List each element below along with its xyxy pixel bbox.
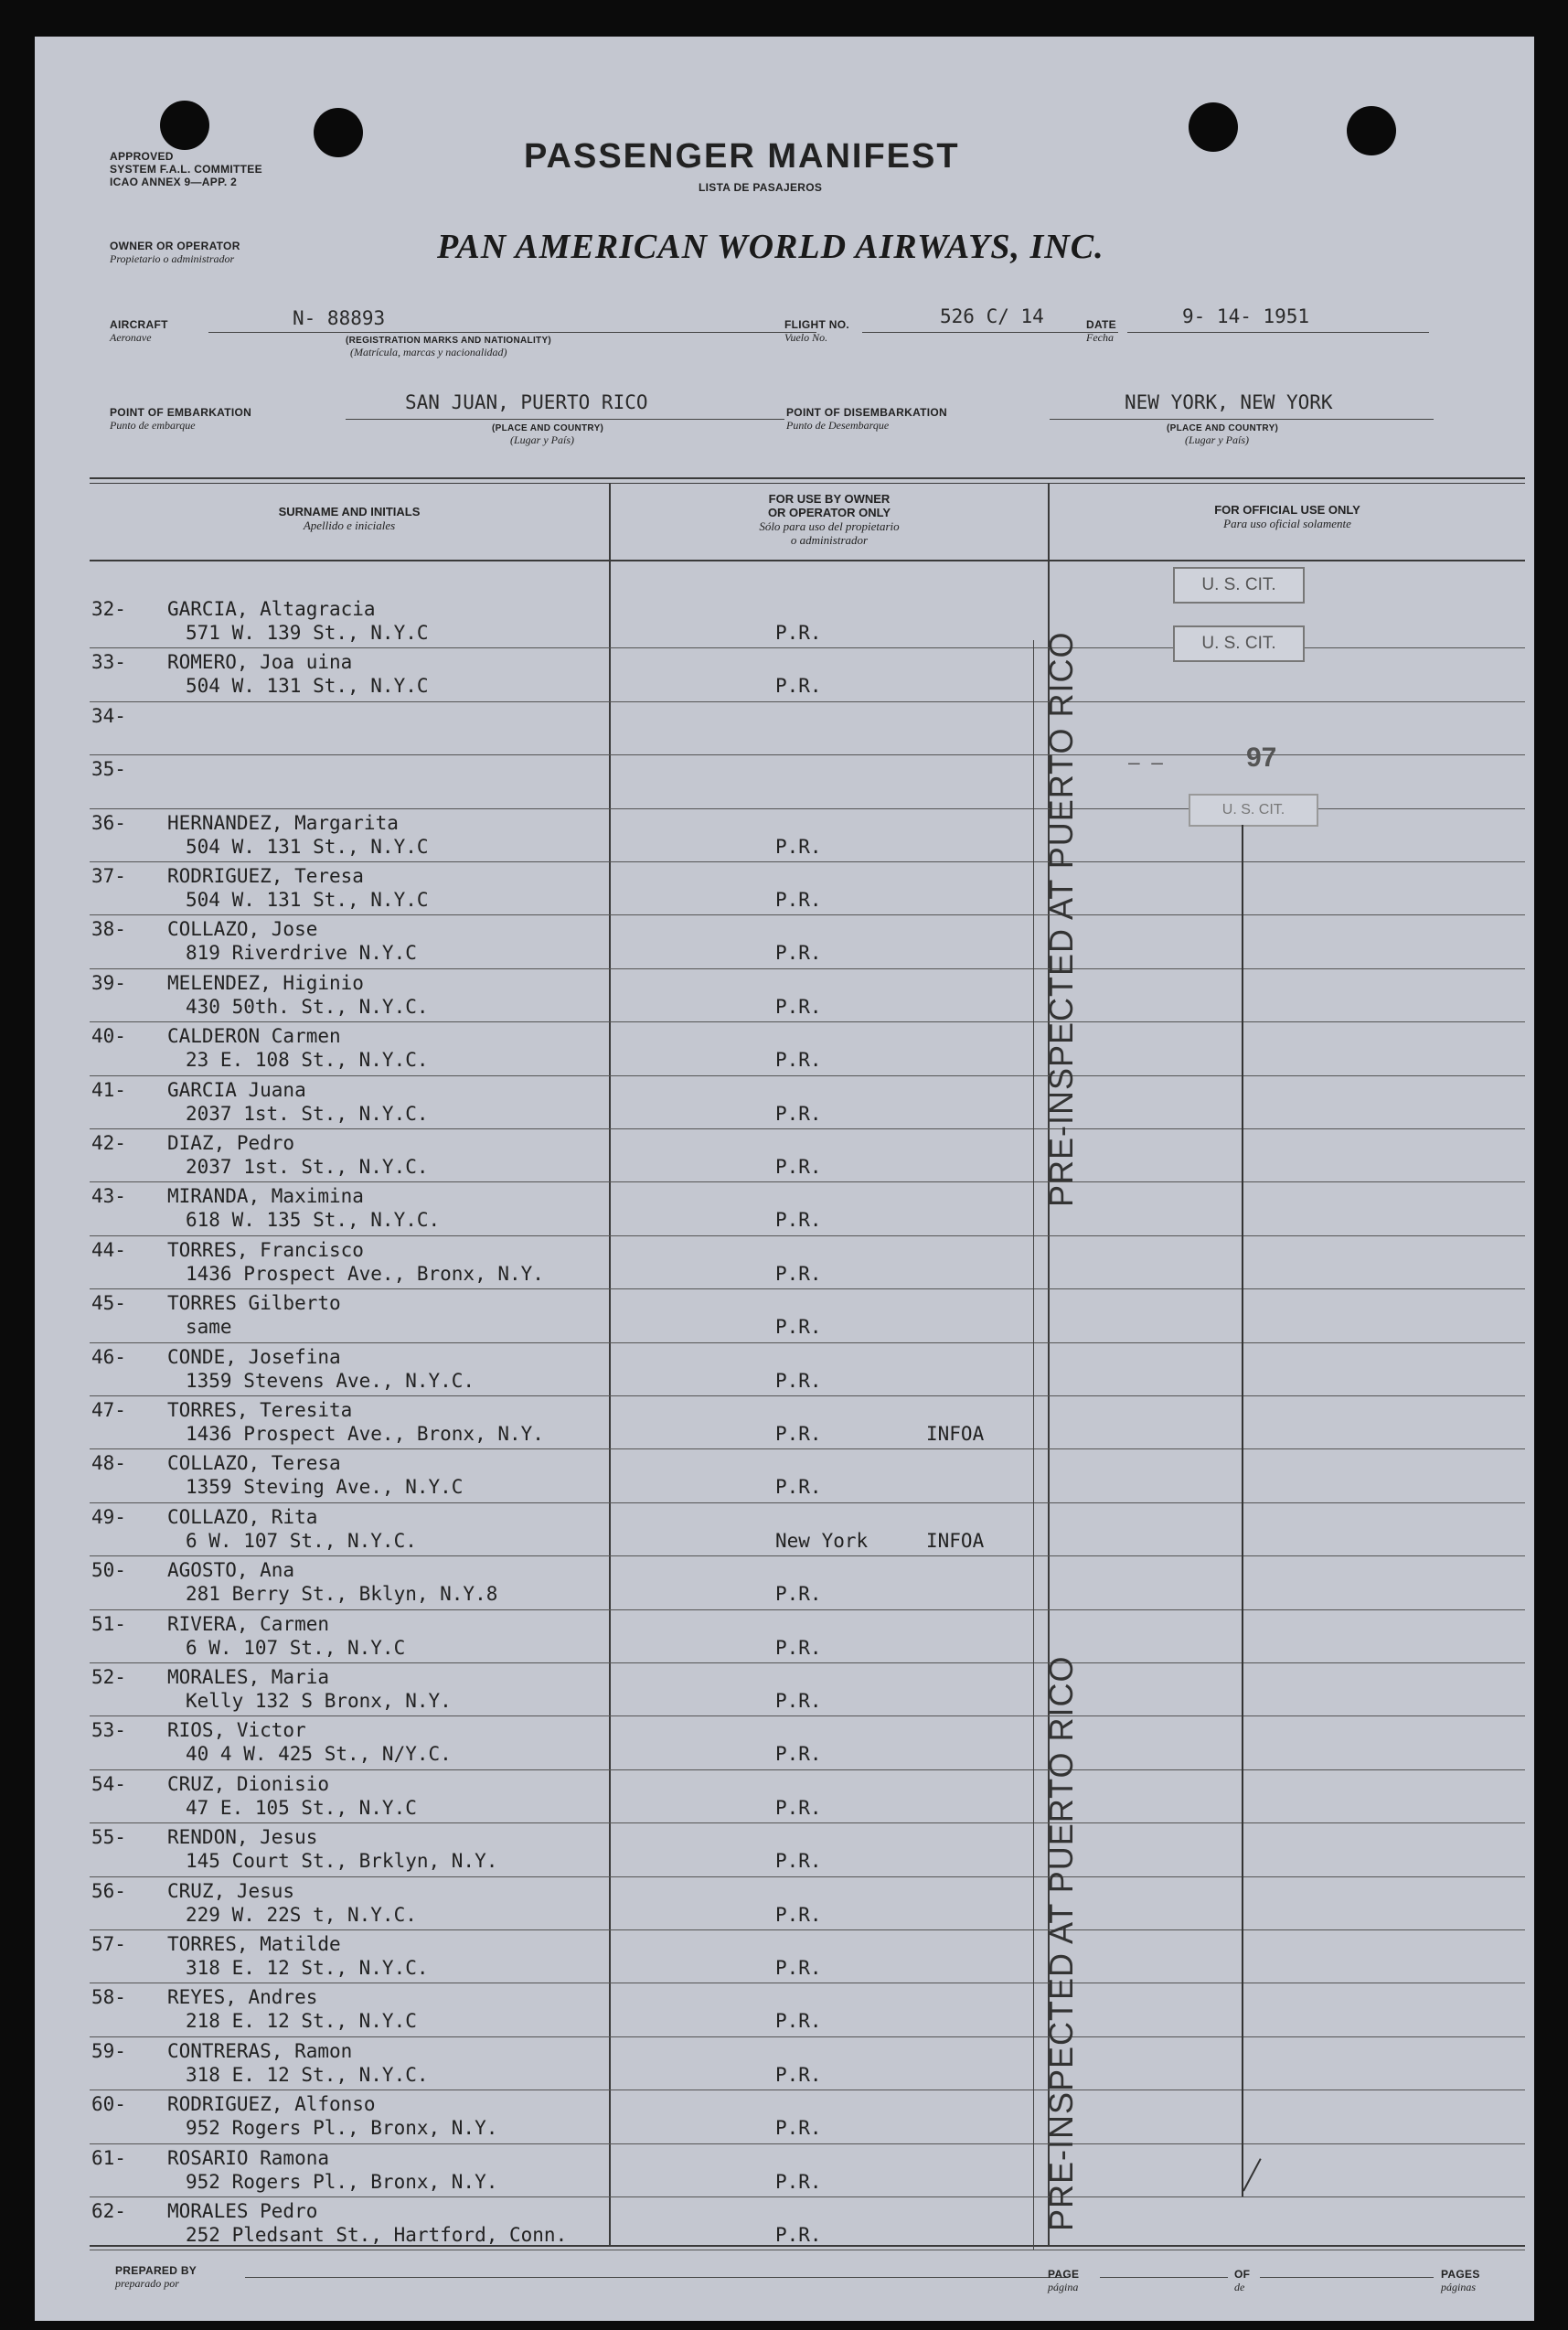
us-cit-stamp: U. S. CIT. (1173, 567, 1305, 604)
table-row (35, 1397, 1534, 1450)
table-row (35, 970, 1534, 1023)
table-row (35, 1611, 1534, 1664)
prepared-label-es: preparado por (115, 2277, 179, 2290)
table-row (35, 916, 1534, 969)
row-rule (90, 1181, 1525, 1182)
nationality-mark: P.R. (775, 2117, 822, 2140)
passenger-name: TORRES, Teresita (167, 1399, 353, 1421)
table-row (35, 1984, 1534, 2037)
passenger-address: 504 W. 131 St., N.Y.C (186, 675, 429, 698)
nationality-mark: P.R. (775, 1423, 822, 1445)
passenger-name: CALDERON Carmen (167, 1025, 341, 1048)
row-number: 59- (91, 2039, 126, 2062)
prepared-underline (245, 2277, 1068, 2278)
passenger-address: 504 W. 131 St., N.Y.C (186, 889, 429, 911)
passenger-name: DIAZ, Pedro (167, 1132, 295, 1154)
row-number: 32- (91, 598, 126, 620)
passenger-name: RENDON, Jesus (167, 1826, 318, 1849)
nationality-mark: P.R. (775, 675, 822, 698)
passenger-name: AGOSTO, Ana (167, 1559, 295, 1582)
passenger-address: 145 Court St., Brklyn, N.Y. (186, 1850, 498, 1873)
table-top-rule (90, 477, 1525, 479)
date-underline (1127, 332, 1429, 333)
passenger-address: 819 Riverdrive N.Y.C (186, 942, 417, 965)
table-row (35, 1771, 1534, 1824)
passenger-address: 40 4 W. 425 St., N/Y.C. (186, 1743, 452, 1766)
nationality-mark: P.R. (775, 889, 822, 911)
place-note-es: (Lugar y País) (510, 433, 574, 446)
manifest-page (35, 37, 1534, 2321)
approval-line: ICAO ANNEX 9—APP. 2 (110, 176, 238, 188)
passenger-address: 318 E. 12 St., N.Y.C. (186, 2063, 429, 2086)
disembark-underline (1050, 419, 1434, 420)
row-number: 41- (91, 1078, 126, 1101)
passenger-name: ROMERO, Joa uina (167, 651, 353, 674)
owner-label-es: Propietario o administrador (110, 252, 235, 265)
passenger-address: 430 50th. St., N.Y.C. (186, 995, 429, 1018)
table-row (35, 1130, 1534, 1183)
flight-label-es: Vuelo No. (784, 331, 828, 344)
passenger-name: COLLAZO, Jose (167, 918, 318, 941)
disembark-label-es: Punto de Desembarque (786, 419, 890, 432)
nationality-mark: P.R. (775, 1583, 822, 1606)
passenger-name: GARCIA Juana (167, 1078, 306, 1101)
pre-inspected-stamp: PRE-INSPECTED AT PUERTO RICO (1042, 631, 1080, 1207)
row-number: 51- (91, 1612, 126, 1635)
place-note: (PLACE AND COUNTRY) (1167, 423, 1279, 433)
table-row (35, 1557, 1534, 1610)
nationality-mark: P.R. (775, 942, 822, 965)
nationality-mark: P.R. (775, 1476, 822, 1499)
passenger-address: 6 W. 107 St., N.Y.C. (186, 1529, 417, 1552)
table-row (35, 703, 1534, 756)
passenger-address: 952 Rogers Pl., Bronx, N.Y. (186, 2170, 498, 2193)
passenger-address: 571 W. 139 St., N.Y.C (186, 622, 429, 644)
table-row (35, 2198, 1534, 2251)
passenger-name: TORRES, Francisco (167, 1238, 364, 1261)
row-number: 43- (91, 1185, 126, 1208)
row-rule (90, 701, 1525, 702)
passenger-address: 1359 Steving Ave., N.Y.C (186, 1476, 464, 1499)
row-number: 39- (91, 971, 126, 994)
passenger-name: COLLAZO, Teresa (167, 1452, 341, 1475)
nationality-mark: P.R. (775, 1743, 822, 1766)
row-number: 45- (91, 1292, 126, 1315)
col-head-surname: SURNAME AND INITIALS Apellido e iniciales (278, 505, 421, 532)
embark-value: SAN JUAN, PUERTO RICO (405, 391, 648, 413)
row-rule (90, 1502, 1525, 1503)
row-note: INFOA (926, 1423, 985, 1445)
row-number: 36- (91, 811, 126, 834)
table-row (35, 1931, 1534, 1984)
table-row (35, 1023, 1534, 1076)
row-rule (90, 1715, 1525, 1716)
row-rule (90, 1342, 1525, 1343)
row-number: 34- (91, 704, 126, 727)
nationality-mark: P.R. (775, 1690, 822, 1712)
date-label-es: Fecha (1086, 331, 1114, 344)
place-note: (PLACE AND COUNTRY) (492, 423, 604, 433)
passenger-name: RODRIGUEZ, Teresa (167, 865, 364, 887)
of-label-es: de (1234, 2281, 1245, 2293)
table-row (35, 1183, 1534, 1236)
pages-label: PAGES (1441, 2268, 1480, 2281)
passenger-name: REYES, Andres (167, 1986, 318, 2009)
passenger-address: 2037 1st. St., N.Y.C. (186, 1102, 429, 1125)
embark-label: POINT OF EMBARKATION (110, 406, 252, 419)
aircraft-value: N- 88893 (293, 307, 386, 329)
table-top-rule (90, 483, 1525, 484)
of-underline (1260, 2277, 1434, 2278)
nationality-mark: P.R. (775, 2224, 822, 2246)
row-number: 53- (91, 1719, 126, 1742)
passenger-name: RIOS, Victor (167, 1719, 306, 1742)
row-rule (90, 1021, 1525, 1022)
passenger-address: 1436 Prospect Ave., Bronx, N.Y. (186, 1423, 544, 1445)
row-rule (90, 2196, 1525, 2197)
row-number: 35- (91, 758, 126, 781)
row-rule (90, 1235, 1525, 1236)
passenger-name: TORRES Gilberto (167, 1292, 341, 1315)
row-rule (90, 1929, 1525, 1930)
nationality-mark: P.R. (775, 1156, 822, 1178)
tally-line (1242, 825, 1243, 2196)
row-rule (90, 1128, 1525, 1129)
nationality-mark: P.R. (775, 622, 822, 644)
passenger-name: MORALES Pedro (167, 2200, 318, 2222)
table-row (35, 1290, 1534, 1343)
nationality-mark: P.R. (775, 1209, 822, 1232)
row-number: 61- (91, 2146, 126, 2169)
punch-hole (1347, 106, 1396, 155)
table-row (35, 2091, 1534, 2144)
row-rule (90, 647, 1525, 648)
passenger-name: RIVERA, Carmen (167, 1612, 330, 1635)
row-rule (90, 1395, 1525, 1396)
passenger-name: CRUZ, Jesus (167, 1879, 295, 1902)
punch-hole (314, 108, 363, 157)
passenger-address: 47 E. 105 St., N.Y.C (186, 1796, 417, 1819)
passenger-name: CONDE, Josefina (167, 1345, 341, 1368)
row-number: 40- (91, 1025, 126, 1048)
nationality-mark: P.R. (775, 1316, 822, 1339)
passenger-address: 1436 Prospect Ave., Bronx, N.Y. (186, 1262, 544, 1285)
table-row (35, 1237, 1534, 1290)
passenger-name: HERNANDEZ, Margarita (167, 811, 399, 834)
row-rule (90, 861, 1525, 862)
pre-inspected-stamp: PRE-INSPECTED AT PUERTO RICO (1042, 1655, 1080, 2231)
row-number: 54- (91, 1772, 126, 1795)
row-rule (90, 968, 1525, 969)
form-subtitle: LISTA DE PASAJEROS (699, 181, 823, 194)
row-number: 57- (91, 1933, 126, 1955)
nationality-mark: P.R. (775, 1369, 822, 1392)
table-row (35, 2145, 1534, 2198)
nationality-mark: P.R. (775, 1796, 822, 1819)
passenger-address: 218 E. 12 St., N.Y.C (186, 2010, 417, 2033)
nationality-mark: P.R. (775, 1262, 822, 1285)
approval-line: SYSTEM F.A.L. COMMITTEE (110, 163, 262, 176)
page-underline (1100, 2277, 1228, 2278)
table-row (35, 863, 1534, 916)
row-number: 56- (91, 1879, 126, 1902)
passenger-address: 2037 1st. St., N.Y.C. (186, 1156, 429, 1178)
row-number: 49- (91, 1505, 126, 1528)
airline-name: PAN AMERICAN WORLD AIRWAYS, INC. (437, 228, 1104, 266)
table-row (35, 1450, 1534, 1503)
col-head-official: FOR OFFICIAL USE ONLY Para uso oficial solamente (1214, 503, 1360, 530)
nationality-mark: P.R. (775, 1957, 822, 1979)
passenger-address: 23 E. 108 St., N.Y.C. (186, 1049, 429, 1072)
header-bottom-rule (90, 560, 1525, 561)
col-head-operator: FOR USE BY OWNER OR OPERATOR ONLY Sólo para uso del propietario o administrador (759, 492, 900, 547)
place-note-es: (Lugar y País) (1185, 433, 1249, 446)
passenger-name: MORALES, Maria (167, 1666, 330, 1688)
flight-label: FLIGHT NO. (784, 318, 849, 331)
embark-label-es: Punto de embarque (110, 419, 196, 432)
passenger-name: MIRANDA, Maximina (167, 1185, 364, 1208)
passenger-address: same (186, 1316, 232, 1339)
nationality-mark: P.R. (775, 1049, 822, 1072)
row-rule (90, 1876, 1525, 1877)
passenger-name: ROSARIO Ramona (167, 2146, 330, 2169)
row-number: 48- (91, 1452, 126, 1475)
passenger-name: RODRIGUEZ, Alfonso (167, 2093, 376, 2116)
approval-line: APPROVED (110, 150, 174, 163)
passenger-address: Kelly 132 S Bronx, N.Y. (186, 1690, 452, 1712)
row-rule (90, 1555, 1525, 1556)
punch-hole (160, 101, 209, 150)
row-rule (90, 2036, 1525, 2037)
page-label-es: página (1048, 2281, 1079, 2293)
table-row (35, 596, 1534, 649)
row-number: 50- (91, 1559, 126, 1582)
registration-note-es: (Matrícula, marcas y nacionalidad) (350, 346, 507, 358)
row-rule (90, 1769, 1525, 1770)
passenger-name: COLLAZO, Rita (167, 1505, 318, 1528)
row-rule (90, 754, 1525, 755)
passenger-address: 504 W. 131 St., N.Y.C (186, 835, 429, 858)
table-row (35, 2038, 1534, 2091)
passenger-address: 952 Rogers Pl., Bronx, N.Y. (186, 2117, 498, 2140)
passenger-name: MELENDEZ, Higinio (167, 971, 364, 994)
table-row (35, 1504, 1534, 1557)
passenger-name: CRUZ, Dionisio (167, 1772, 330, 1795)
row-number: 42- (91, 1132, 126, 1154)
row-rule (90, 1288, 1525, 1289)
disembark-value: NEW YORK, NEW YORK (1125, 391, 1333, 413)
nationality-mark: P.R. (775, 2063, 822, 2086)
row-rule (90, 1075, 1525, 1076)
row-note: INFOA (926, 1529, 985, 1552)
table-row (35, 1664, 1534, 1717)
stamp-guide-line (1033, 640, 1034, 2250)
flight-value: 526 C/ 14 (940, 305, 1044, 327)
passenger-address: 252 Pledsant St., Hartford, Conn. (186, 2224, 568, 2246)
table-row (35, 1077, 1534, 1130)
nationality-mark: P.R. (775, 2170, 822, 2193)
row-rule (90, 1609, 1525, 1610)
passenger-address: 281 Berry St., Bklyn, N.Y.8 (186, 1583, 498, 1606)
row-number: 60- (91, 2093, 126, 2116)
row-number: 37- (91, 865, 126, 887)
row-number: 55- (91, 1826, 126, 1849)
passenger-address: 318 E. 12 St., N.Y.C. (186, 1957, 429, 1979)
row-number: 58- (91, 1986, 126, 2009)
table-row (35, 1344, 1534, 1397)
punch-hole (1189, 102, 1238, 152)
nationality-mark: P.R. (775, 835, 822, 858)
embark-underline (346, 419, 784, 420)
row-number: 44- (91, 1238, 126, 1261)
date-value: 9- 14- 1951 (1182, 305, 1310, 327)
row-number: 33- (91, 651, 126, 674)
disembark-label: POINT OF DISEMBARKATION (786, 406, 948, 419)
row-number: 47- (91, 1399, 126, 1421)
row-rule (90, 914, 1525, 915)
row-number: 46- (91, 1345, 126, 1368)
nationality-mark: P.R. (775, 2010, 822, 2033)
date-label: DATE (1086, 318, 1116, 331)
row-number: 38- (91, 918, 126, 941)
passenger-address: 229 W. 22S t, N.Y.C. (186, 1903, 417, 1926)
passenger-address: 618 W. 135 St., N.Y.C. (186, 1209, 441, 1232)
row-rule (90, 1662, 1525, 1663)
prepared-label: PREPARED BY (115, 2264, 197, 2277)
pages-label-es: páginas (1441, 2281, 1477, 2293)
row-number: 62- (91, 2200, 126, 2222)
nationality-mark: P.R. (775, 1850, 822, 1873)
passenger-address: 1359 Stevens Ave., N.Y.C. (186, 1369, 475, 1392)
passenger-name: GARCIA, Altagracia (167, 598, 376, 620)
nationality-mark: New York (775, 1529, 869, 1552)
us-cit-stamp: U. S. CIT. (1173, 625, 1305, 662)
us-cit-stamp: U. S. CIT. (1189, 794, 1318, 827)
nationality-mark: P.R. (775, 995, 822, 1018)
form-title: PASSENGER MANIFEST (524, 137, 960, 176)
row-number: 52- (91, 1666, 126, 1688)
nationality-mark: P.R. (775, 1636, 822, 1659)
dash-mark: — — (1128, 752, 1163, 774)
row-rule (90, 2143, 1525, 2144)
nationality-mark: P.R. (775, 1102, 822, 1125)
passenger-address: 6 W. 107 St., N.Y.C (186, 1636, 406, 1659)
flight-underline (862, 332, 1118, 333)
aircraft-label: AIRCRAFT (110, 318, 168, 331)
table-row (35, 1717, 1534, 1770)
passenger-name: CONTRERAS, Ramon (167, 2039, 353, 2062)
table-row (35, 1824, 1534, 1877)
of-label: OF (1234, 2268, 1251, 2281)
passenger-name: TORRES, Matilde (167, 1933, 341, 1955)
count-mark: 97 (1246, 743, 1277, 773)
nationality-mark: P.R. (775, 1903, 822, 1926)
table-row (35, 1878, 1534, 1931)
registration-note: (REGISTRATION MARKS AND NATIONALITY) (346, 336, 552, 346)
owner-label: OWNER OR OPERATOR (110, 240, 240, 252)
row-rule (90, 1448, 1525, 1449)
aircraft-label-es: Aeronave (110, 331, 152, 344)
table-row (35, 649, 1534, 702)
row-rule (90, 1822, 1525, 1823)
page-label: PAGE (1048, 2268, 1080, 2281)
aircraft-underline (208, 332, 816, 333)
